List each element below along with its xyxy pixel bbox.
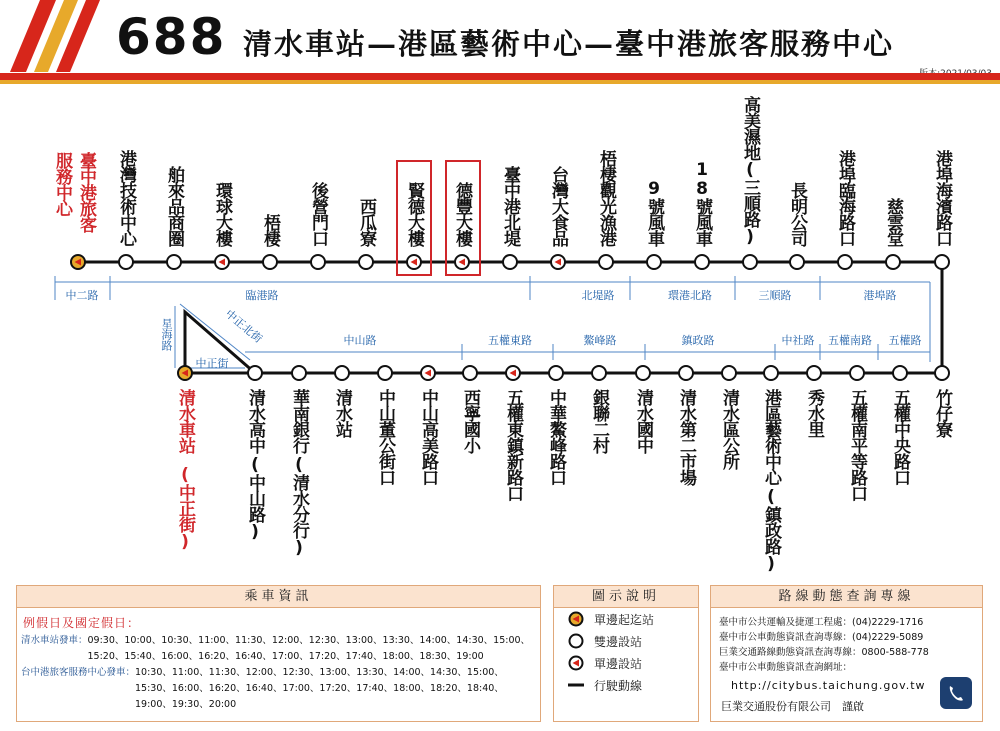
upper-stop-label: 後營門口 [308, 182, 328, 246]
stop-marker [119, 255, 133, 269]
legend-item [568, 630, 698, 652]
lower-stop-label: 五權中央路口 [890, 389, 910, 485]
upper-stop-label-line: 臺中港旅客 [76, 152, 96, 232]
road-label: 港埠路 [863, 289, 897, 302]
upper-stop-label: 港埠海濱路口 [932, 150, 952, 246]
stop-marker [935, 366, 949, 380]
stop-marker [850, 366, 864, 380]
upper-stop-label: 梧棲觀光漁港 [596, 150, 616, 246]
lower-stop-sublabel: (鎮政路) [761, 487, 781, 573]
holiday-title: 例假日及國定假日： [23, 616, 141, 630]
legend-label: 單邊起迄站 [594, 612, 655, 627]
contact-line: 臺中市公車動態資訊查詢專線：(04)2229-5089 [719, 632, 924, 643]
stop-marker [549, 366, 563, 380]
lower-stop-label: 中華鰲峰路口 [546, 389, 566, 485]
lower-stop-label: 華南銀行 [289, 389, 309, 453]
schedule-label: 清水車站發車： [21, 635, 88, 646]
legend-item [568, 674, 698, 696]
stop-marker [722, 366, 736, 380]
upper-stop-label: 港灣技術中心 [116, 150, 136, 246]
one-way-stop-icon [568, 655, 584, 671]
stop-marker [378, 366, 392, 380]
loop-road-label: 中正北街 [222, 307, 265, 346]
road-label: 臨港路 [245, 289, 279, 302]
stop-marker [263, 255, 277, 269]
legend-item [568, 608, 698, 630]
upper-stop-label: 港埠臨海路口 [835, 150, 855, 246]
road-label: 中二路 [65, 289, 99, 302]
schedule-panel [16, 585, 541, 722]
lower-stop-label: 清水高中 [245, 389, 265, 453]
signature: 巨業交通股份有限公司 謹啟 [721, 700, 864, 713]
lower-stop-label: 銀聯二村 [589, 389, 609, 453]
upper-stop-label-line: 服務中心 [52, 152, 72, 216]
lower-start-label: 清水車站 [175, 389, 195, 453]
stop-marker [311, 255, 325, 269]
schedule-panel-title: 乘車資訊 [17, 586, 540, 608]
road-label: 北堤路 [581, 289, 615, 302]
schedule-times: 09:30、10:00、10:30、11:00、11:30、12:00、12:30、13:00、13:30、14:00、14:30、15:00、15:20、15:40、16:00、16:20、16:40、17:00、17:20、17:40、18:00、18:30、19:00 [87, 635, 531, 662]
stop-marker [893, 366, 907, 380]
loop-road-label: 中正街 [195, 357, 229, 370]
legend-panel [553, 585, 699, 722]
phone-icon [940, 677, 972, 709]
lower-stop-label: 清水第二市場 [676, 389, 696, 485]
road-label: 中社路 [781, 334, 815, 347]
legend-panel-title: 圖示說明 [554, 586, 698, 608]
lower-start-sublabel: (中正街) [175, 465, 195, 551]
upper-stop-label: 西瓜寮 [356, 198, 376, 246]
schedule-row [21, 633, 540, 665]
stop-marker [636, 366, 650, 380]
upper-stop-label: 9號風車 [644, 179, 664, 246]
contact-line: 巨業交通路線動態資訊查詢專線：0800-588-778 [719, 647, 929, 658]
upper-stop-label: 舶來品商圈 [164, 166, 184, 246]
contact-panel [710, 585, 983, 722]
stop-marker [647, 255, 661, 269]
stop-marker [248, 366, 262, 380]
stop-marker [463, 366, 477, 380]
contact-panel-title: 路線動態查詢專線 [711, 586, 982, 608]
stop-marker [743, 255, 757, 269]
stop-marker [695, 255, 709, 269]
upper-stop-label [53, 152, 95, 232]
road-label: 三順路 [758, 289, 792, 302]
lower-stop-label: 清水區公所 [719, 389, 739, 469]
upper-stop-label: 賢德大樓 [404, 182, 424, 246]
upper-stop-label: 環球大樓 [212, 182, 232, 246]
contact-url[interactable]: http://citybus.taichung.gov.tw [731, 679, 926, 692]
contact-line: 臺中市公車動態資訊查詢網址： [719, 662, 853, 673]
stop-marker [764, 366, 778, 380]
contact-line: 臺中市公共運輸及捷運工程處：(04)2229-1716 [719, 617, 924, 628]
route-number: 688 [116, 8, 227, 66]
stop-marker [807, 366, 821, 380]
upper-stop-label: 臺中港北堤 [500, 166, 520, 246]
road-label: 五權南路 [828, 334, 872, 347]
lower-stop-label: 竹仔寮 [932, 389, 952, 437]
route-line-icon [568, 677, 584, 693]
road-label: 中山路 [343, 334, 377, 347]
lower-stop-sublabel: (中山路) [245, 455, 265, 541]
upper-stop-label: 長明公司 [787, 182, 807, 246]
stop-marker [503, 255, 517, 269]
stop-marker [167, 255, 181, 269]
lower-stop-label: 清水站 [332, 389, 352, 437]
upper-stop-label: 梧棲 [260, 214, 280, 246]
legend-label: 行駛動線 [594, 678, 643, 693]
lower-stop-label: 中山董公街口 [375, 389, 395, 485]
stop-marker [679, 366, 693, 380]
lower-stop-label: 港區藝術中心 [761, 389, 781, 485]
two-way-stop-icon [568, 633, 584, 649]
road-label: 五權路 [888, 334, 922, 347]
legend-label: 雙邊設站 [594, 634, 643, 649]
upper-stop-label: 台灣大食品 [548, 166, 568, 246]
upper-stop-label: 慈雲堂 [883, 198, 903, 246]
stop-marker [592, 366, 606, 380]
legend-label: 單邊設站 [594, 656, 643, 671]
stop-marker [359, 255, 373, 269]
lower-stop-label: 五權東鎮新路口 [503, 389, 523, 501]
road-label: 五權東路 [488, 334, 532, 347]
stop-marker [599, 255, 613, 269]
stop-marker [790, 255, 804, 269]
lower-stop-label: 秀水里 [804, 389, 824, 437]
schedule-times: 10:30、11:00、11:30、12:00、12:30、13:00、13:30、14:00、14:30、15:00、15:30、16:00、16:20、16:40、17:00、17:20、17:40、18:00、18:20、18:40、19:00、19:30、20:00 [135, 667, 504, 710]
upper-stop-label: 高美濕地(三順路) [740, 96, 760, 246]
road-label: 鰲峰路 [583, 334, 617, 347]
schedule-label: 台中港旅客服務中心發車： [21, 667, 136, 678]
stop-marker [886, 255, 900, 269]
stop-marker [935, 255, 949, 269]
road-label: 鎮政路 [681, 334, 715, 347]
lower-stop-label: 西寧國小 [460, 389, 480, 453]
upper-stop-label: 18號風車 [692, 160, 712, 246]
stop-marker [335, 366, 349, 380]
stop-marker [292, 366, 306, 380]
upper-stop-label: 德豐大樓 [452, 182, 472, 246]
lower-stop-label: 中山高美路口 [418, 389, 438, 485]
lower-stop-label: 五權南平等路口 [847, 389, 867, 501]
one-way-terminal-icon [568, 611, 584, 627]
schedule-row [21, 665, 540, 713]
route-title: 清水車站—港區藝術中心—臺中港旅客服務中心 [243, 27, 895, 61]
lower-stop-sublabel: (清水分行) [289, 455, 309, 557]
loop-road-label: 星海路 [160, 318, 173, 351]
road-label: 環港北路 [668, 289, 712, 302]
lower-stop-label: 清水國中 [633, 389, 653, 453]
legend-item [568, 652, 698, 674]
stop-marker [838, 255, 852, 269]
